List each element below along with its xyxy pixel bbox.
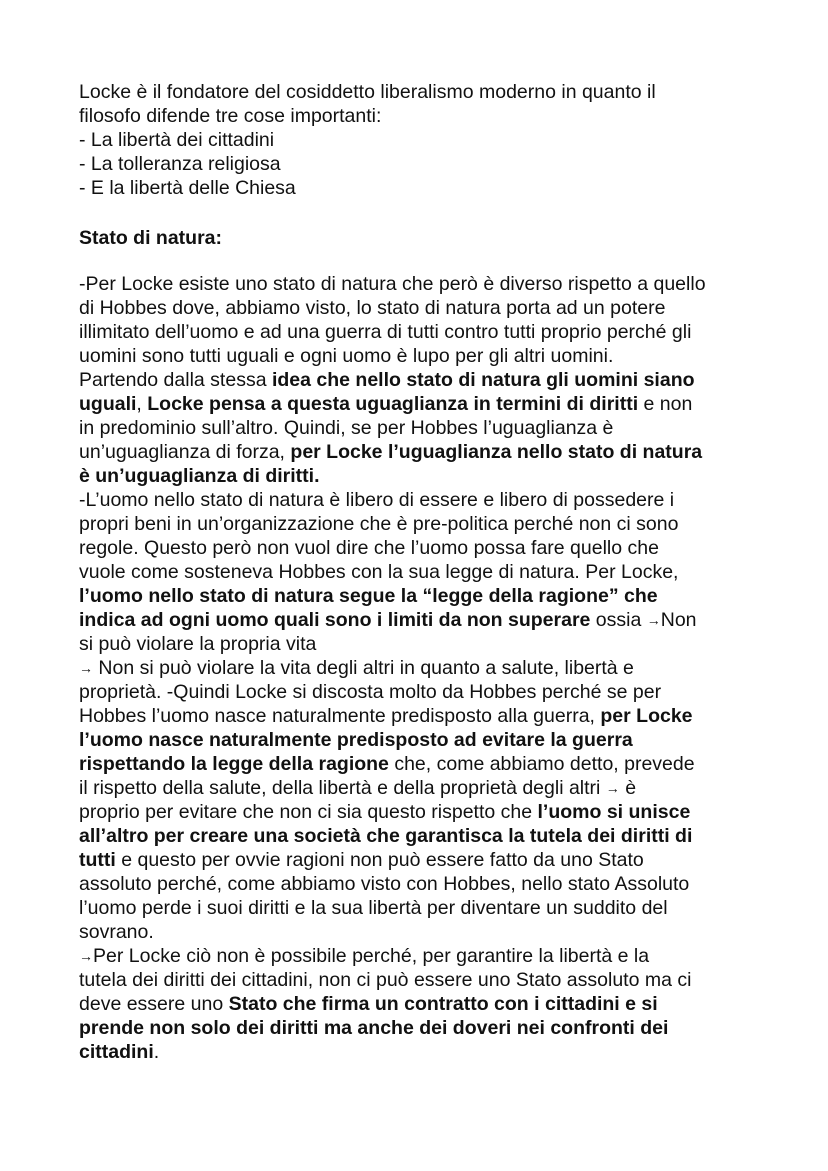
text-line: all’altro per creare una società che garantisca la tutela dei diritti di	[79, 825, 693, 847]
list-item: - La libertà dei cittadini	[79, 129, 275, 151]
section-heading: Stato di natura:	[79, 227, 223, 249]
arrow-icon: →	[79, 660, 93, 676]
text-line: in predominio sull’altro. Quindi, se per Hobbes l’uguaglianza è	[79, 417, 614, 439]
text-line: -Per Locke esiste uno stato di natura che però è diverso rispetto a quello	[79, 273, 706, 295]
text-line: illimitato dell’uomo e ad una guerra di tutti contro tutti proprio perché gli	[79, 321, 692, 343]
text-line: proprietà. -Quindi Locke si discosta molto da Hobbes perché se per	[79, 681, 662, 703]
text-line: tutela dei diritti dei cittadini, non ci può essere uno Stato assoluto ma ci	[79, 969, 692, 991]
text-line: assoluto perché, come abbiamo visto con Hobbes, nello stato Assoluto	[79, 873, 690, 895]
text-line: di Hobbes dove, abbiamo visto, lo stato di natura porta ad un potere	[79, 297, 666, 319]
text-line: è un’uguaglianza di diritti.	[79, 465, 320, 487]
text-line: Locke è il fondatore del cosiddetto liberalismo moderno in quanto il	[79, 81, 656, 103]
text-line: rispettando la legge della ragione che, come abbiamo detto, prevede	[79, 753, 695, 775]
text-line: si può violare la propria vita	[79, 633, 317, 655]
text-line: sovrano.	[79, 921, 154, 943]
arrow-icon: →	[605, 780, 620, 796]
list-item: - E la libertà delle Chiesa	[79, 177, 296, 199]
text-line: → Non si può violare la vita degli altri in quanto a salute, libertà e	[79, 657, 634, 679]
text-line: uguali, Locke pensa a questa uguaglianza in termini di diritti e non	[79, 393, 693, 415]
text-line: filosofo difende tre cose importanti:	[79, 105, 382, 127]
text-line: Hobbes l’uomo nasce naturalmente predisposto alla guerra, per Locke	[79, 705, 693, 727]
text-line: indica ad ogni uomo quali sono i limiti da non superare ossia →Non	[79, 609, 697, 631]
arrow-icon: →	[646, 612, 661, 628]
text-line: proprio per evitare che non ci sia questo rispetto che l’uomo si unisce	[79, 801, 691, 823]
text-line: cittadini.	[79, 1041, 160, 1063]
text-line: un’uguaglianza di forza, per Locke l’uguaglianza nello stato di natura	[79, 441, 703, 463]
text-line: Partendo dalla stessa idea che nello stato di natura gli uomini siano	[79, 369, 695, 391]
text-line: tutti e questo per ovvie ragioni non può essere fatto da uno Stato	[79, 849, 644, 871]
text-line: uomini sono tutti uguali e ogni uomo è lupo per gli altri uomini.	[79, 345, 614, 367]
arrow-icon: →	[79, 948, 93, 964]
text-line: l’uomo perde i suoi diritti e la sua libertà per diventare un suddito del	[79, 897, 668, 919]
text-line: vuole come sosteneva Hobbes con la sua legge di natura. Per Locke,	[79, 561, 679, 583]
text-line: l’uomo nasce naturalmente predisposto ad evitare la guerra	[79, 729, 633, 751]
text-line: regole. Questo però non vuol dire che l’uomo possa fare quello che	[79, 537, 659, 559]
text-line: prende non solo dei diritti ma anche dei doveri nei confronti dei	[79, 1017, 669, 1039]
text-line: propri beni in un’organizzazione che è pre-politica perché non ci sono	[79, 513, 679, 535]
text-line: l’uomo nello stato di natura segue la “legge della ragione” che	[79, 585, 658, 607]
text-line: il rispetto della salute, della libertà e della proprietà degli altri → è	[79, 777, 637, 799]
text-line: →Per Locke ciò non è possibile perché, per garantire la libertà e la	[79, 945, 650, 967]
list-item: - La tolleranza religiosa	[79, 153, 281, 175]
text-line: deve essere uno Stato che firma un contratto con i cittadini e si	[79, 993, 658, 1015]
text-line: -L’uomo nello stato di natura è libero di essere e libero di possedere i	[79, 489, 675, 511]
